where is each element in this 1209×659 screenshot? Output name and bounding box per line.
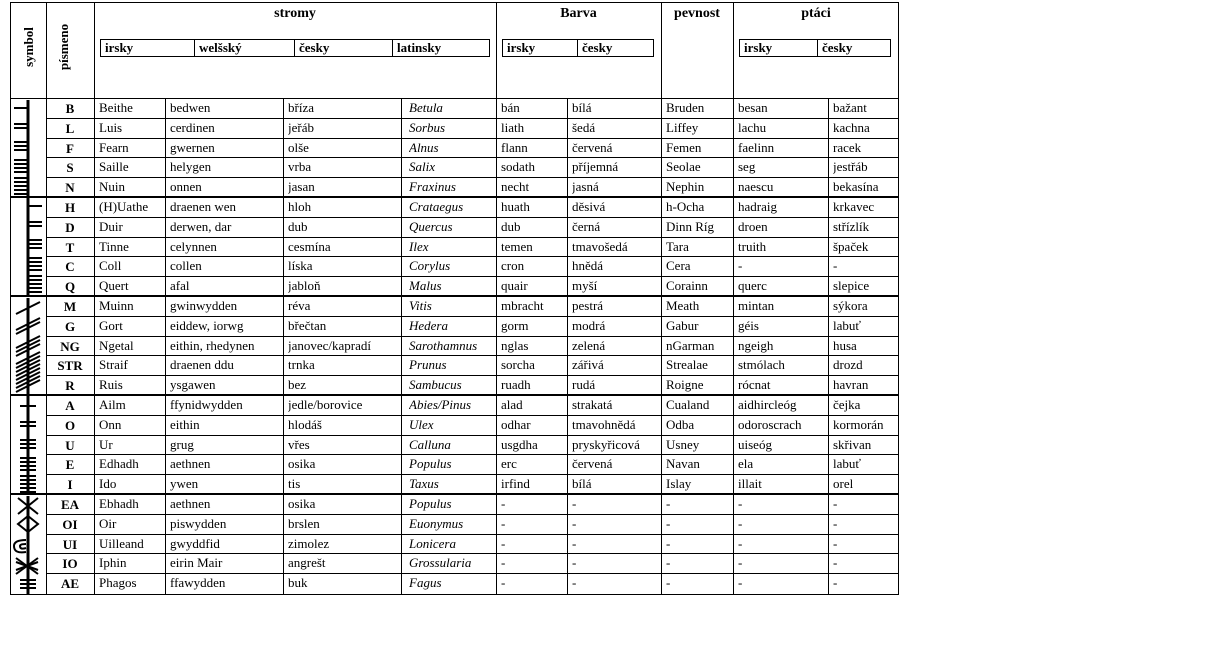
cell-cz: zimolez (288, 536, 330, 551)
cell-cz: osika (288, 456, 316, 471)
pevnost-header: pevnost (674, 6, 720, 21)
cell-wel: grug (170, 437, 194, 452)
cell-pcz: racek (833, 140, 862, 155)
subheader-latinsky: latinsky (397, 40, 442, 55)
cell-bir: liath (501, 120, 525, 135)
header-col-line (46, 2, 47, 98)
cell-cz: bříza (288, 100, 314, 115)
row-letter: M (63, 299, 77, 314)
cell-bcz: - (572, 536, 577, 551)
cell-pev: Liffey (666, 120, 699, 135)
cell-pev: Corainn (666, 278, 708, 293)
cell-wel: eirin Mair (170, 555, 223, 570)
subheader-irsky: irsky (740, 40, 818, 56)
cell-pcz: - (833, 536, 838, 551)
cell-cz: jasan (288, 179, 315, 194)
cell-pev: Dinn Ríg (666, 219, 715, 234)
row-letter: C (65, 259, 75, 274)
cell-cz: réva (288, 298, 311, 313)
cell-pev: Cualand (666, 397, 710, 412)
row-letter: R (65, 378, 75, 393)
cell-bcz: zelená (572, 338, 606, 353)
cell-lat: Populus (409, 456, 452, 471)
cell-pcz: krkavec (833, 199, 875, 214)
cell-pcz: drozd (833, 357, 863, 372)
cell-pir: besan (738, 100, 768, 115)
cell-lat: Populus (409, 496, 452, 511)
ogham-aicme-ailm-icon (20, 396, 36, 494)
cell-pev: Bruden (666, 100, 705, 115)
cell-bir: alad (501, 397, 523, 412)
row-letter: D (65, 220, 75, 235)
cell-wel: bedwen (170, 100, 211, 115)
cell-pev: Cera (666, 258, 691, 273)
cell-bcz: - (572, 555, 577, 570)
col-line (733, 98, 734, 595)
cell-lat: Sambucus (409, 377, 462, 392)
cell-cz: trnka (288, 357, 315, 372)
cell-bir: huath (501, 199, 530, 214)
cell-wel: onnen (170, 179, 202, 194)
cell-bir: cron (501, 258, 525, 273)
cell-ir: Saille (99, 159, 129, 174)
row-letter: I (67, 477, 73, 492)
cell-lat: Fagus (409, 575, 442, 590)
row-letter: U (65, 438, 75, 453)
cell-pir: stmólach (738, 357, 785, 372)
cell-lat: Taxus (409, 476, 439, 491)
cell-lat: Malus (409, 278, 442, 293)
cell-bcz: tmavohnědá (572, 417, 636, 432)
cell-pir: - (738, 516, 743, 531)
cell-bir: dub (501, 219, 521, 234)
subheader-irsky: irsky (101, 40, 195, 56)
cell-ir: Ailm (99, 397, 126, 412)
cell-pcz: labuť (833, 456, 861, 471)
cell-pev: - (666, 496, 671, 511)
cell-cz: janovec/kapradí (288, 338, 372, 353)
row-letter: T (65, 240, 75, 255)
ogham-aicme-huathe-icon (28, 198, 42, 296)
pismeno-header: písmeno (56, 23, 71, 71)
cell-cz: dub (288, 219, 308, 234)
cell-ir: Muinn (99, 298, 134, 313)
cell-bcz: červená (572, 140, 613, 155)
cell-pir: odoroscrach (738, 417, 802, 432)
cell-ir: Tinne (99, 239, 129, 254)
cell-pev: Seolae (666, 159, 701, 174)
row-letter: UI (62, 537, 78, 552)
cell-bir: irfind (501, 476, 530, 491)
cell-lat: Salix (409, 159, 435, 174)
stromy-subheader (100, 39, 490, 57)
cell-wel: afal (170, 278, 190, 293)
cell-pcz: - (833, 575, 838, 590)
cell-ir: Duir (99, 219, 123, 234)
cell-lat: Quercus (409, 219, 453, 234)
col-line (401, 98, 402, 595)
cell-ir: Edhadh (99, 456, 139, 471)
cell-pev: - (666, 555, 671, 570)
cell-pir: - (738, 258, 743, 273)
cell-cz: hloh (288, 199, 312, 214)
cell-wel: aethnen (170, 496, 211, 511)
cell-ir: Ebhadh (99, 496, 139, 511)
cell-pir: hadraig (738, 199, 777, 214)
cell-pcz: - (833, 258, 838, 273)
ptaci-header: ptáci (801, 6, 831, 21)
cell-pev: Strealae (666, 357, 708, 372)
cell-ir: Oir (99, 516, 117, 531)
row-letter: L (65, 121, 75, 136)
cell-pcz: čejka (833, 397, 861, 412)
cell-bir: bán (501, 100, 520, 115)
cell-bir: usgdha (501, 437, 538, 452)
cell-lat: Hedera (409, 318, 448, 333)
row-letter: H (64, 200, 76, 215)
cell-bcz: hnědá (572, 258, 604, 273)
subheader-irsky: irsky (503, 40, 578, 56)
cell-wel: eiddew, iorwg (170, 318, 244, 333)
subheader-cesky: česky (295, 40, 393, 56)
cell-lat: Abies/Pinus (409, 397, 472, 412)
cell-cz: brslen (288, 516, 320, 531)
cell-bir: sorcha (501, 357, 535, 372)
cell-lat: Prunus (409, 357, 447, 372)
cell-pcz: husa (833, 338, 857, 353)
cell-ir: Luis (99, 120, 123, 135)
subheader-cesky: česky (582, 40, 613, 55)
cell-pev: Nephin (666, 179, 705, 194)
cell-ir: (H)Uathe (99, 199, 149, 214)
barva-subheader (502, 39, 654, 57)
cell-lat: Sarothamnus (409, 338, 478, 353)
row-letter: NG (60, 339, 80, 354)
cell-lat: Lonicera (409, 536, 456, 551)
cell-lat: Ulex (409, 417, 434, 432)
cell-wel: ffawydden (170, 575, 226, 590)
cell-ir: Ido (99, 476, 117, 491)
cell-bir: - (501, 536, 506, 551)
cell-pev: - (666, 575, 671, 590)
cell-cz: jedle/borovice (288, 397, 363, 412)
cell-cz: vřes (288, 437, 310, 452)
cell-bcz: pestrá (572, 298, 604, 313)
cell-bcz: strakatá (572, 397, 613, 412)
cell-ir: Ur (99, 437, 113, 452)
cell-bcz: červená (572, 456, 613, 471)
cell-cz: líska (288, 258, 313, 273)
cell-bcz: pryskyřicová (572, 437, 640, 452)
cell-pcz: střízlík (833, 219, 870, 234)
cell-bir: - (501, 575, 506, 590)
cell-pir: rócnat (738, 377, 771, 392)
col-line (283, 98, 284, 595)
cell-bcz: rudá (572, 377, 596, 392)
ogham-forfeda-icon (14, 496, 38, 594)
row-letter: B (65, 101, 75, 116)
cell-lat: Alnus (409, 140, 439, 155)
cell-pir: truith (738, 239, 767, 254)
cell-pir: uiseóg (738, 437, 772, 452)
symbol-header: symbol (21, 27, 36, 67)
row-letter: S (66, 160, 74, 175)
row-letter: E (65, 457, 75, 472)
cell-bir: necht (501, 179, 530, 194)
cell-bcz: zářivá (572, 357, 604, 372)
cell-cz: břečtan (288, 318, 327, 333)
cell-pcz: labuť (833, 318, 861, 333)
cell-bcz: černá (572, 219, 601, 234)
row-letter: EA (60, 497, 80, 512)
cell-pcz: špaček (833, 239, 869, 254)
cell-wel: aethnen (170, 456, 211, 471)
stromy-header: stromy (274, 6, 316, 21)
cell-pev: Tara (666, 239, 689, 254)
cell-cz: jeřáb (288, 120, 314, 135)
cell-bir: nglas (501, 338, 529, 353)
cell-wel: ffynidwydden (170, 397, 243, 412)
cell-bir: mbracht (501, 298, 544, 313)
cell-pir: seg (738, 159, 756, 174)
cell-pir: droen (738, 219, 768, 234)
cell-pev: Usney (666, 437, 700, 452)
cell-wel: helygen (170, 159, 212, 174)
cell-bcz: šedá (572, 120, 596, 135)
row-letter: AE (60, 576, 80, 591)
cell-pev: Navan (666, 456, 700, 471)
cell-bir: erc (501, 456, 517, 471)
cell-bcz: myší (572, 278, 598, 293)
cell-pev: Islay (666, 476, 692, 491)
cell-bir: - (501, 496, 506, 511)
row-letter: IO (62, 556, 78, 571)
cell-bcz: tmavošedá (572, 239, 628, 254)
cell-pir: ela (738, 456, 754, 471)
cell-pev: Femen (666, 140, 702, 155)
row-letter: O (64, 418, 76, 433)
cell-wel: gwinwydden (170, 298, 238, 313)
cell-bcz: - (572, 496, 577, 511)
cell-bcz: modrá (572, 318, 606, 333)
cell-pcz: jestřáb (833, 159, 868, 174)
cell-lat: Euonymus (409, 516, 464, 531)
col-line (94, 98, 95, 595)
cell-pir: ngeigh (738, 338, 774, 353)
cell-cz: olše (288, 140, 309, 155)
cell-bcz: děsivá (572, 199, 606, 214)
cell-wel: eithin (170, 417, 200, 432)
row-letter: STR (57, 358, 83, 373)
cell-ir: Ngetal (99, 338, 134, 353)
cell-cz: vrba (288, 159, 312, 174)
cell-cz: angrešt (288, 555, 326, 570)
col-line (661, 98, 662, 595)
cell-lat: Vitis (409, 298, 432, 313)
cell-pev: Gabur (666, 318, 699, 333)
cell-pev: Meath (666, 298, 700, 313)
cell-bcz: - (572, 575, 577, 590)
cell-pcz: havran (833, 377, 869, 392)
cell-lat: Calluna (409, 437, 451, 452)
cell-wel: piswydden (170, 516, 227, 531)
cell-pcz: sýkora (833, 298, 868, 313)
row-letter: Q (64, 279, 76, 294)
cell-bcz: - (572, 516, 577, 531)
row-letter: F (66, 141, 74, 156)
cell-pir: mintan (738, 298, 775, 313)
cell-cz: tis (288, 476, 301, 491)
cell-lat: Betula (409, 100, 443, 115)
cell-lat: Ilex (409, 239, 429, 254)
cell-pcz: orel (833, 476, 854, 491)
cell-ir: Quert (99, 278, 129, 293)
cell-lat: Corylus (409, 258, 451, 273)
cell-pcz: skřivan (833, 437, 872, 452)
cell-pev: nGarman (666, 338, 715, 353)
cell-cz: hlodáš (288, 417, 322, 432)
cell-ir: Straif (99, 357, 128, 372)
cell-pir: - (738, 536, 743, 551)
cell-wel: collen (170, 258, 202, 273)
col-line (165, 98, 166, 595)
cell-wel: draenen ddu (170, 357, 234, 372)
cell-pev: Roigne (666, 377, 704, 392)
cell-pir: géis (738, 318, 759, 333)
cell-pir: lachu (738, 120, 767, 135)
cell-pcz: - (833, 516, 838, 531)
cell-pcz: kachna (833, 120, 870, 135)
cell-pir: faelinn (738, 140, 775, 155)
cell-pev: Odba (666, 417, 695, 432)
cell-bcz: jasná (572, 179, 599, 194)
cell-bir: quair (501, 278, 528, 293)
subheader-cesky: česky (822, 40, 853, 55)
col-line (828, 98, 829, 595)
cell-bir: temen (501, 239, 533, 254)
cell-cz: cesmína (288, 239, 331, 254)
cell-wel: gwyddfid (170, 536, 220, 551)
cell-pcz: slepice (833, 278, 870, 293)
cell-pir: illait (738, 476, 762, 491)
cell-bir: - (501, 555, 506, 570)
cell-pir: - (738, 496, 743, 511)
cell-pir: - (738, 575, 743, 590)
cell-pir: aidhircleóg (738, 397, 797, 412)
cell-cz: osika (288, 496, 316, 511)
ptaci-subheader (739, 39, 891, 57)
cell-pev: - (666, 536, 671, 551)
cell-cz: jabloň (288, 278, 321, 293)
cell-ir: Ruis (99, 377, 123, 392)
cell-lat: Crataegus (409, 199, 464, 214)
cell-ir: Phagos (99, 575, 137, 590)
cell-lat: Grossularia (409, 555, 472, 570)
cell-wel: gwernen (170, 140, 215, 155)
cell-ir: Iphin (99, 555, 127, 570)
cell-lat: Fraxinus (409, 179, 456, 194)
cell-pir: - (738, 555, 743, 570)
cell-bir: flann (501, 140, 528, 155)
cell-cz: bez (288, 377, 307, 392)
row-letter: A (65, 398, 75, 413)
subheader-welsky: welšský (195, 40, 295, 56)
cell-wel: derwen, dar (170, 219, 232, 234)
cell-wel: celynnen (170, 239, 217, 254)
cell-pcz: bažant (833, 100, 867, 115)
col-line (567, 98, 568, 595)
cell-lat: Sorbus (409, 120, 446, 135)
cell-bir: gorm (501, 318, 529, 333)
cell-pir: querc (738, 278, 767, 293)
cell-pcz: - (833, 496, 838, 511)
cell-pir: naescu (738, 179, 774, 194)
cell-bir: - (501, 516, 506, 531)
ogham-aicme-beithe-icon (14, 100, 28, 196)
ogham-symbols (10, 98, 46, 594)
cell-wel: draenen wen (170, 199, 237, 214)
cell-bir: sodath (501, 159, 535, 174)
cell-bir: odhar (501, 417, 531, 432)
cell-pcz: - (833, 555, 838, 570)
row-letter: N (65, 180, 75, 195)
cell-ir: Gort (99, 318, 123, 333)
cell-wel: cerdinen (170, 120, 215, 135)
cell-wel: eithin, rhedynen (170, 338, 255, 353)
cell-ir: Coll (99, 258, 122, 273)
cell-pcz: kormorán (833, 417, 884, 432)
cell-pcz: bekasína (833, 179, 879, 194)
cell-bir: ruadh (501, 377, 531, 392)
cell-ir: Beithe (99, 100, 133, 115)
cell-bcz: bílá (572, 100, 592, 115)
barva-header: Barva (560, 6, 597, 21)
cell-cz: buk (288, 575, 308, 590)
cell-bcz: příjemná (572, 159, 619, 174)
cell-ir: Fearn (99, 140, 129, 155)
cell-ir: Uilleand (99, 536, 144, 551)
cell-wel: ywen (170, 476, 199, 491)
row-letter: G (64, 319, 76, 334)
cell-wel: ysgawen (170, 377, 216, 392)
cell-pev: h-Ocha (666, 199, 705, 214)
row-letter: OI (62, 517, 78, 532)
cell-bcz: bílá (572, 476, 592, 491)
cell-pev: - (666, 516, 671, 531)
cell-ir: Onn (99, 417, 122, 432)
ogham-aicme-muinn-icon (16, 298, 40, 394)
cell-ir: Nuin (99, 179, 125, 194)
